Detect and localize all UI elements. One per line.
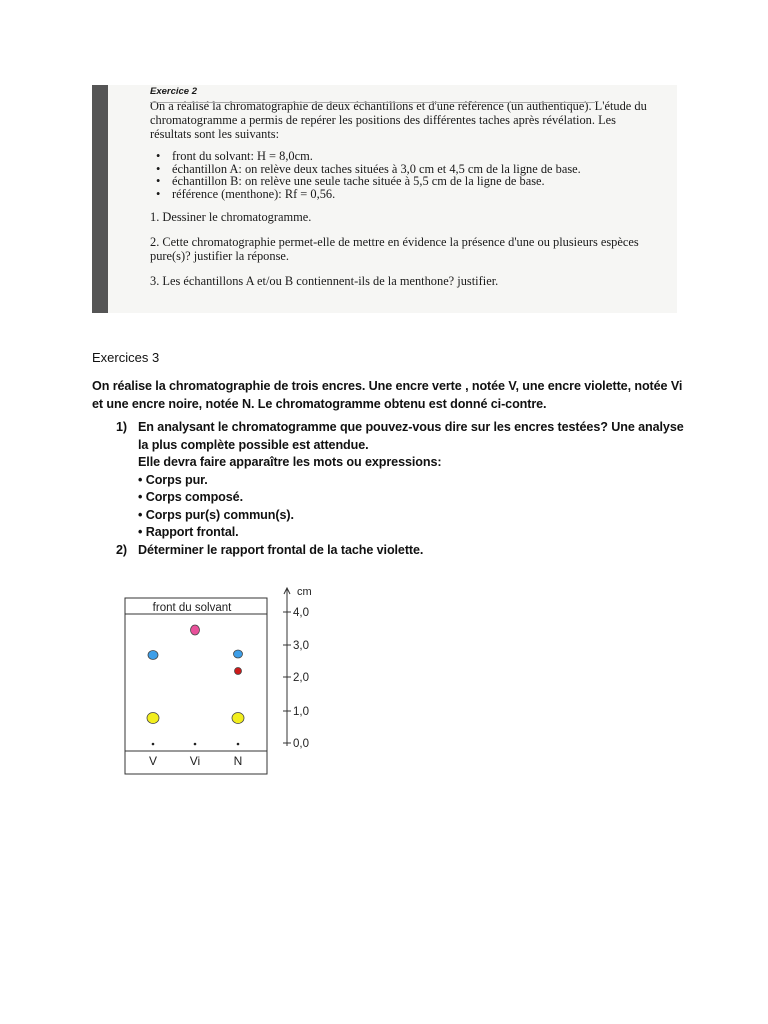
baseline-dot-v <box>152 743 155 746</box>
chromatogram-svg <box>115 583 355 783</box>
exercise3-intro: On réalise la chromatographie de trois encres. Une encre verte , notée V, une encre violette, notée Vi et une encre noire, notée N. Le chromatogramme obtenu est donné ci-contre. <box>92 379 683 411</box>
spot-pink-vi <box>191 625 200 635</box>
question-1-sub: Elle devra faire apparaître les mots ou expressions: <box>138 455 442 469</box>
exercise2-title: Exercice 2 <box>150 86 198 97</box>
scale-label-3: 3,0 <box>293 640 309 652</box>
spot-blue-n <box>234 650 243 658</box>
baseline-dot-vi <box>194 743 197 746</box>
spot-yellow-v <box>147 713 159 724</box>
exercise2-list <box>150 150 647 200</box>
term-item: • Corps composé. <box>138 490 243 504</box>
exercise2-item: • référence (menthone): Rf = 0,56. <box>172 188 647 201</box>
exercise2-question-1: 1. Dessiner le chromatogramme. <box>150 210 312 225</box>
exercise3-title: Exercices 3 <box>92 350 160 365</box>
exercise2-content <box>150 85 647 288</box>
term-item: • Corps pur(s) commun(s). <box>138 507 294 522</box>
baseline-dot-n <box>237 743 240 746</box>
scale-label-0: 0,0 <box>293 738 309 750</box>
exercise2-intro: On a réalisé la chromatographie de deux échantillons et d'une référence (un authentique). L'étude du chromatogramme a permis de repérer les positions des différentes taches après révélation. Les résultats sont les suivants: <box>150 99 647 141</box>
question-number: 1) <box>116 420 127 434</box>
lane-label-n: N <box>233 754 243 768</box>
spot-yellow-n <box>232 713 244 724</box>
scale-label-1: 1,0 <box>293 706 309 718</box>
exercise2-item: • front du solvant: H = 8,0cm. <box>172 150 647 163</box>
scale-unit: cm <box>297 586 312 598</box>
exercise2-question-2: 2. Cette chromatographie permet-elle de mettre en évidence la présence d'une ou plusieurs espèces pure(s)? justifier la réponse. <box>150 235 639 264</box>
scan-margin-bar <box>92 85 108 313</box>
spot-blue-v <box>148 651 158 660</box>
solvent-front-label: front du solvant <box>152 602 232 614</box>
question-1-text: En analysant le chromatogramme que pouvez-vous dire sur les encres testées? Une analyse la plus complète possible est attendue. <box>138 420 684 452</box>
lane-label-v: V <box>148 754 158 768</box>
exercise3-question-2 <box>92 542 692 560</box>
spot-red-n <box>235 668 242 675</box>
scale-label-4: 4,0 <box>293 607 309 619</box>
lane-label-vi: Vi <box>189 754 201 768</box>
exercise3 <box>92 349 692 559</box>
exercise2-item: • échantillon A: on relève deux taches situées à 3,0 cm et 4,5 cm de la ligne de base. <box>172 163 647 176</box>
exercise2-scan <box>92 85 677 313</box>
term-item: • Corps pur. <box>138 472 208 487</box>
question-number: 2) <box>116 542 127 557</box>
term-item: • Rapport frontal. <box>138 525 239 539</box>
exercise2-rule <box>150 102 595 103</box>
scale-label-2: 2,0 <box>293 672 309 684</box>
chromatogram-figure <box>115 583 355 783</box>
chromatogram-plate <box>125 598 267 774</box>
exercise3-questions <box>92 419 692 559</box>
question-2-text: Déterminer le rapport frontal de la tache violette. <box>138 542 424 557</box>
exercise3-question-1 <box>92 419 692 542</box>
exercise2-item: • échantillon B: on relève une seule tache située à 5,5 cm de la ligne de base. <box>172 175 647 188</box>
exercise2-question-3: 3. Les échantillons A et/ou B contiennent-ils de la menthone? justifier. <box>150 274 499 289</box>
